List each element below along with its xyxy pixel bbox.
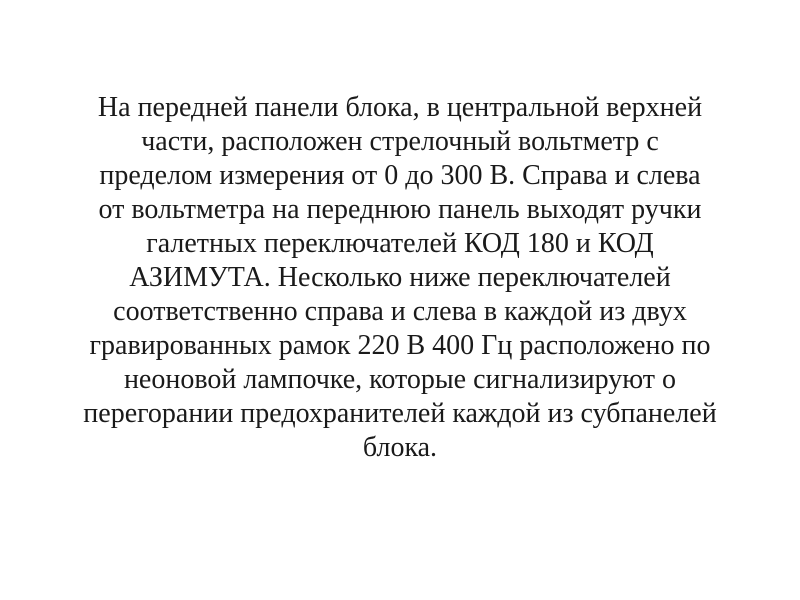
text-line-2: части, расположен стрелочный вольтметр с (141, 126, 659, 157)
text-line-8: гравированных рамок 220 В 400 Гц расположено по (89, 330, 711, 361)
text-line-7: соответственно справа и слева в каждой из двух (113, 296, 687, 327)
body-paragraph (40, 91, 760, 465)
text-line-11: блока. (362, 432, 438, 463)
text-line-1: На передней панели блока, в центральной верхней (97, 92, 703, 123)
text-line-5: галетных переключателей КОД 180 и КОД (146, 228, 654, 259)
text-line-4: от вольтметра на переднюю панель выходят ручки (98, 194, 702, 225)
text-line-6: АЗИМУТА. Несколько ниже переключателей (129, 262, 671, 293)
text-line-10: перегорании предохранителей каждой из субпанелей (83, 398, 717, 429)
text-line-9: неоновой лампочке, которые сигнализируют о (123, 364, 677, 395)
text-line-3: пределом измерения от 0 до 300 В. Справа и слева (99, 160, 701, 191)
